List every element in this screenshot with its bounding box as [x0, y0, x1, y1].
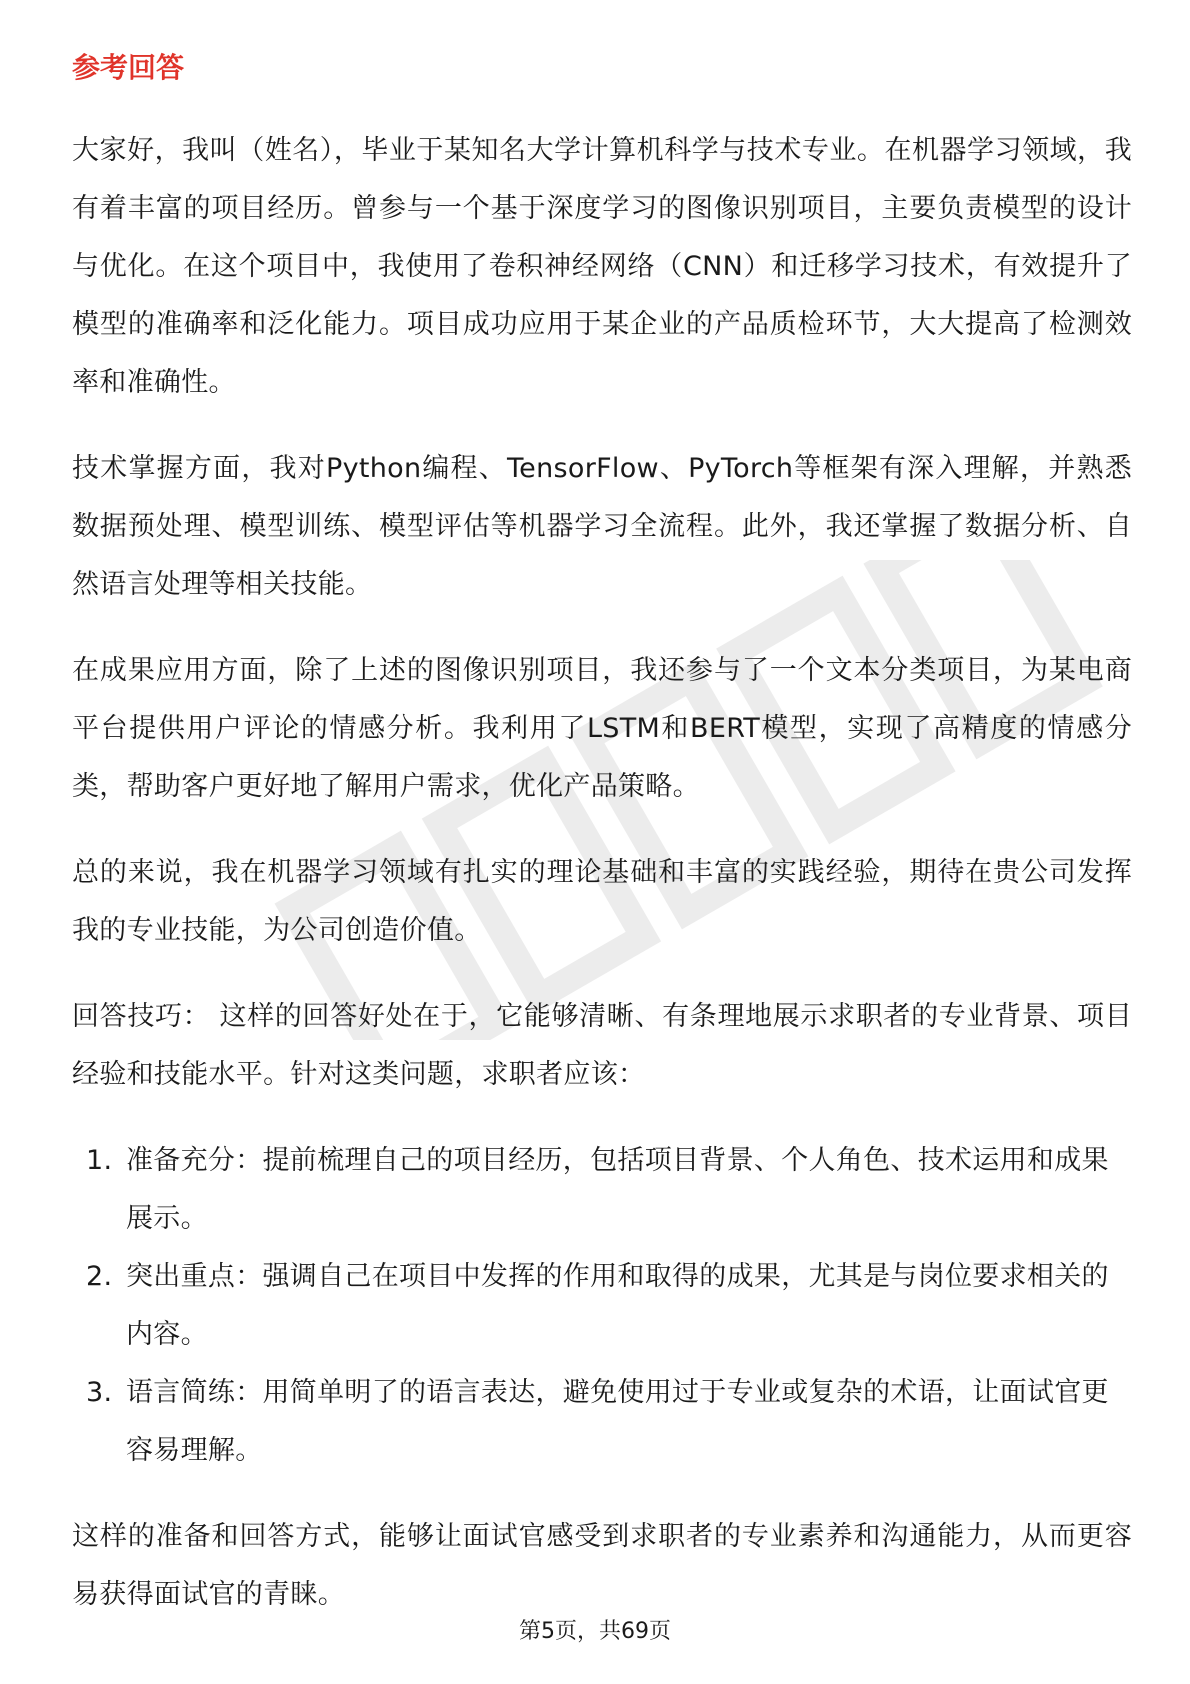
document-page — [72, 48, 1132, 1652]
paragraph-summary: 总的来说，我在机器学习领域有扎实的理论基础和丰富的实践经验，期待在贵公司发挥我的专业技能，为公司创造价值。 — [72, 857, 1132, 946]
list-item-text: 语言简练：用简单明了的语言表达，避免使用过于专业或复杂的术语，让面试官更容易理解。 — [126, 1377, 1109, 1466]
paragraph-intro: 大家好，我叫（姓名），毕业于某知名大学计算机科学与技术专业。在机器学习领域，我有着丰富的项目经历。曾参与一个基于深度学习的图像识别项目，主要负责模型的设计与优化。在这个项目中，我使用了卷积神经网络（CNN）和迁移学习技术，有效提升了模型的准确率和泛化能力。项目成功应用于某企业的产品质检环节，大大提高了检测效率和准确性。 — [72, 135, 1132, 398]
list-item — [72, 1364, 1132, 1480]
paragraph-closing: 这样的准备和回答方式，能够让面试官感受到求职者的专业素养和沟通能力，从而更容易获得面试官的青睐。 — [72, 1521, 1132, 1610]
list-item-number: 3. — [86, 1377, 113, 1408]
paragraph-tips-intro: 回答技巧： 这样的回答好处在于，它能够清晰、有条理地展示求职者的专业背景、项目经验和技能水平。针对这类问题，求职者应该： — [72, 1001, 1132, 1090]
section-heading: 参考回答 — [72, 51, 185, 84]
list-item — [72, 1132, 1132, 1248]
paragraph-results: 在成果应用方面，除了上述的图像识别项目，我还参与了一个文本分类项目，为某电商平台提供用户评论的情感分析。我利用了LSTM和BERT模型，实现了高精度的情感分类，帮助客户更好地了解用户需求，优化产品策略。 — [72, 655, 1132, 802]
paragraph-skills: 技术掌握方面，我对Python编程、TensorFlow、PyTorch等框架有深入理解，并熟悉数据预处理、模型训练、模型评估等机器学习全流程。此外，我还掌握了数据分析、自然语言处理等相关技能。 — [72, 453, 1132, 600]
page-number-footer: 第5页，共69页 — [519, 1619, 671, 1644]
list-item-number: 2. — [86, 1261, 113, 1292]
list-item-number: 1. — [86, 1145, 113, 1176]
list-item-text: 突出重点：强调自己在项目中发挥的作用和取得的成果，尤其是与岗位要求相关的内容。 — [126, 1261, 1109, 1350]
list-item-text: 准备充分：提前梳理自己的项目经历，包括项目背景、个人角色、技术运用和成果展示。 — [126, 1145, 1109, 1234]
list-item — [72, 1248, 1132, 1364]
tips-list — [72, 1132, 1132, 1480]
